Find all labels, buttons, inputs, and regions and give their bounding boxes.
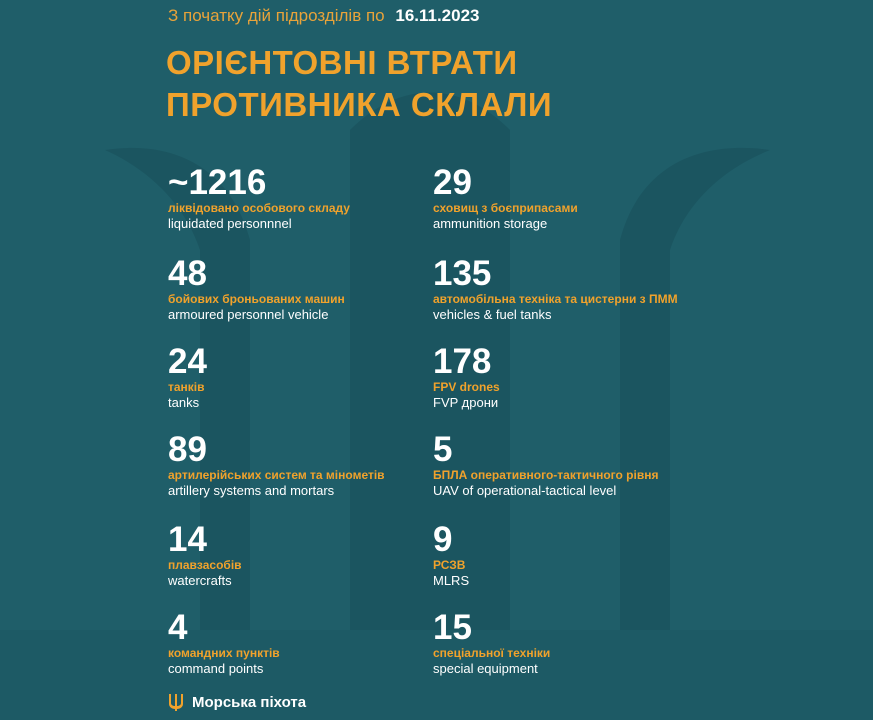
stat-label-ua: сховищ з боєприпасами: [433, 201, 578, 215]
footer: [168, 693, 306, 711]
header-prefix: З початку дій підрозділів по: [168, 6, 385, 25]
stat-label-en: armoured personnel vehicle: [168, 307, 329, 322]
stat-label-ua: командних пунктів: [168, 646, 280, 660]
stat-label-ua: БПЛА оперативного-тактичного рівня: [433, 468, 659, 482]
stat-uav: [433, 432, 703, 498]
stat-ammo-storage: [433, 165, 703, 231]
trident-icon: [168, 693, 184, 711]
stat-label-en: tanks: [168, 395, 200, 410]
stat-label-en: FVP дрони: [433, 395, 499, 410]
title-line-2: ПРОТИВНИКА СКЛАЛИ: [166, 86, 553, 123]
stat-label-en: watercrafts: [168, 573, 232, 588]
stat-watercrafts: [168, 522, 438, 588]
stat-label-ua: плавзасобів: [168, 558, 242, 572]
stat-value: 24: [168, 342, 207, 381]
stat-tanks: [168, 344, 438, 410]
stat-value: 15: [433, 608, 472, 647]
stat-label-ua: танків: [168, 380, 205, 394]
stat-label-ua: спеціальної техніки: [433, 646, 551, 660]
stat-label-en: artillery systems and mortars: [168, 483, 335, 498]
stat-label-ua: FPV drones: [433, 380, 500, 394]
stat-label-ua: автомобільна техніка та цистерни з ПММ: [433, 292, 678, 306]
stat-label-ua: бойових броньованих машин: [168, 292, 345, 306]
stat-value: 135: [433, 254, 492, 293]
stat-artillery: [168, 432, 438, 498]
stat-label-en: vehicles & fuel tanks: [433, 307, 552, 322]
footer-label: Морська піхота: [192, 693, 307, 711]
stat-label-ua: ліквідовано особового складу: [168, 201, 350, 215]
stat-fpv-drones: [433, 344, 703, 410]
header-date: 16.11.2023: [395, 6, 480, 25]
stat-value: 178: [433, 342, 492, 381]
header-line: [168, 6, 480, 26]
stat-mlrs: [433, 522, 703, 588]
stat-special-equipment: [433, 610, 703, 676]
stat-label-en: MLRS: [433, 573, 470, 588]
stat-value: 14: [168, 520, 207, 559]
stat-label-en: UAV of operational-tactical level: [433, 483, 617, 498]
title-line-1: ОРІЄНТОВНІ ВТРАТИ: [166, 44, 518, 81]
stat-value: 9: [433, 520, 453, 559]
stat-label-ua: артилерійських систем та мінометів: [168, 468, 385, 482]
stat-value: 29: [433, 163, 472, 202]
stat-value: 89: [168, 430, 207, 469]
stat-value: 4: [168, 608, 188, 647]
stat-label-ua: РСЗВ: [433, 558, 466, 572]
stat-command-points: [168, 610, 438, 676]
stat-value: 48: [168, 254, 207, 293]
stat-label-en: special equipment: [433, 661, 538, 676]
stat-label-en: liquidated personnnel: [168, 216, 292, 231]
page-title: [166, 42, 552, 126]
stat-vehicles: [433, 256, 703, 322]
stat-value: 5: [433, 430, 453, 469]
stat-value: ~1216: [168, 163, 267, 202]
stat-personnel: [168, 165, 438, 231]
stat-apv: [168, 256, 438, 322]
stat-label-en: command points: [168, 661, 264, 676]
stat-label-en: ammunition storage: [433, 216, 548, 231]
